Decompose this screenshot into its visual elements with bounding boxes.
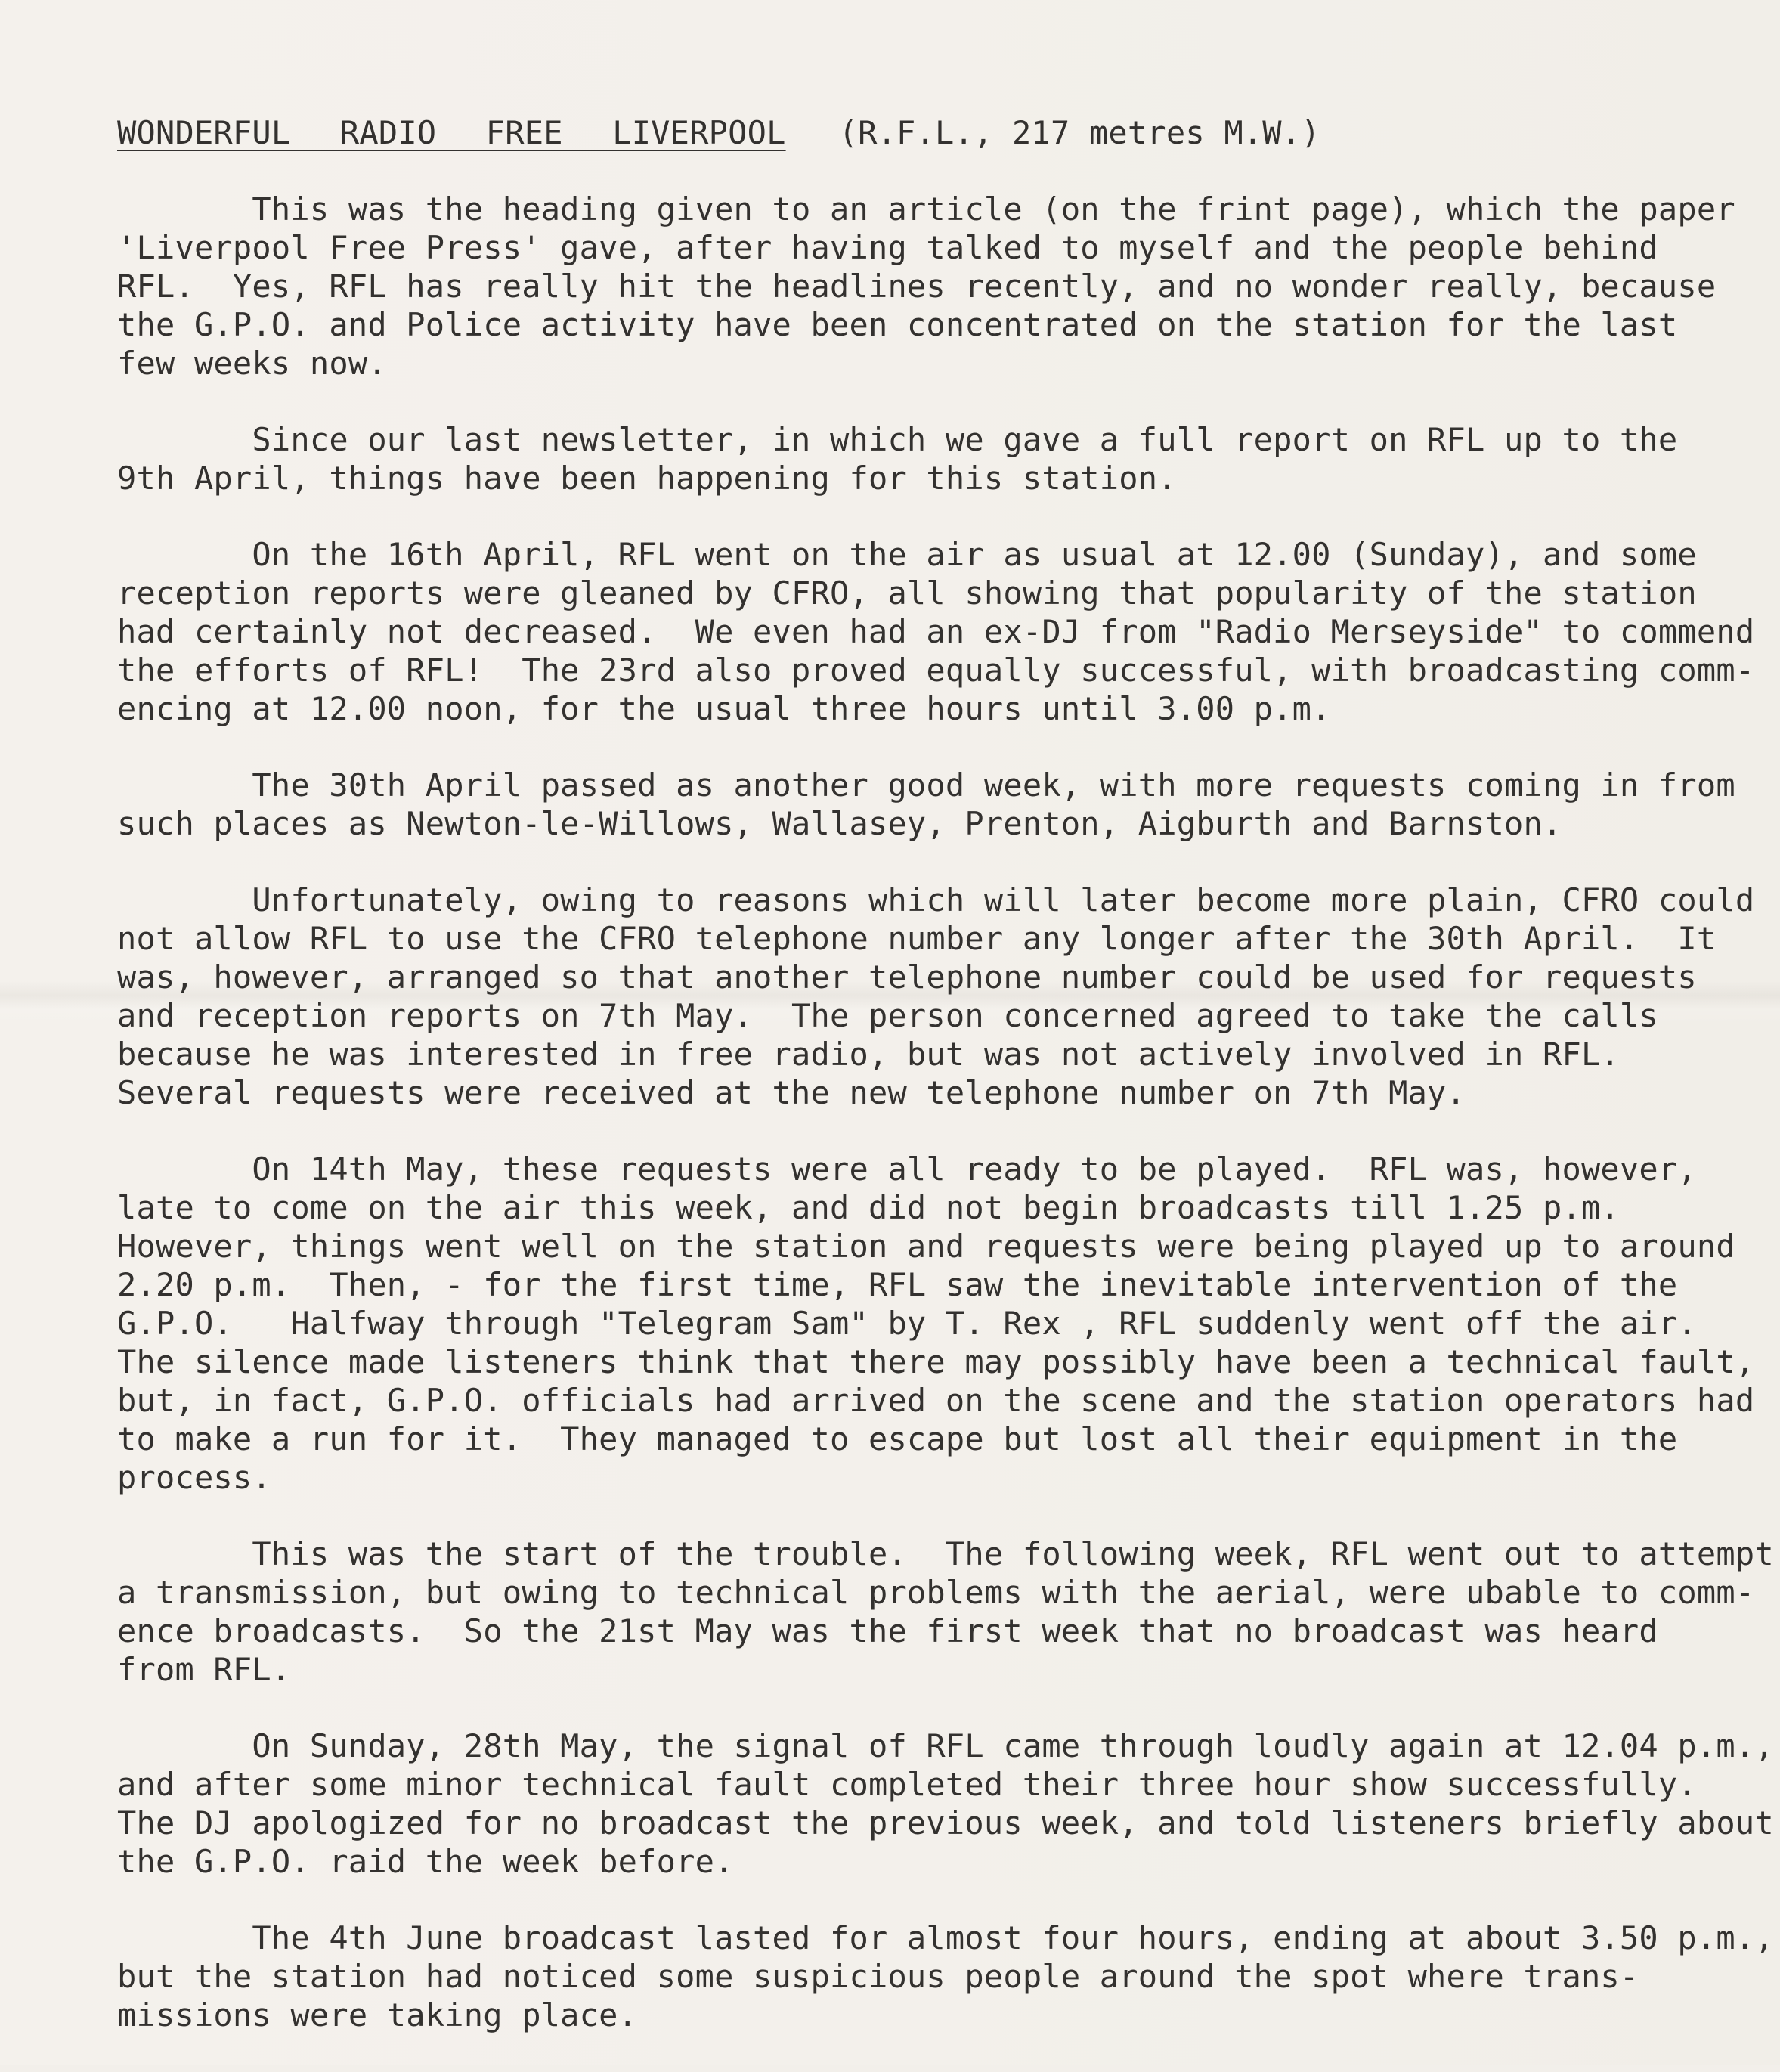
paragraph bbox=[117, 1919, 1774, 2034]
text-line: missions were taking place. bbox=[117, 1996, 638, 2033]
text-line: This was the start of the trouble. The following week, RFL went out to attempt bbox=[117, 1535, 1774, 1572]
text-line: On the 16th April, RFL went on the air as usual at 12.00 (Sunday), and some bbox=[117, 536, 1697, 573]
paragraph bbox=[117, 766, 1765, 843]
text-line: the G.P.O. and Police activity have been concentrated on the station for the last bbox=[117, 306, 1678, 343]
text-line: However, things went well on the station and requests were being played up to around bbox=[117, 1228, 1735, 1265]
text-line: a transmission, but owing to technical problems with the aerial, were ubable to comm- bbox=[117, 1574, 1755, 1611]
text-line: The 30th April passed as another good week, with more requests coming in from bbox=[117, 767, 1735, 804]
text-line: and after some minor technical fault completed their three hour show successfully. bbox=[117, 1766, 1697, 1803]
text-line: and reception reports on 7th May. The person concerned agreed to take the calls bbox=[117, 997, 1658, 1034]
document-subtitle: (R.F.L., 217 metres M.W.) bbox=[838, 114, 1320, 151]
text-line: late to come on the air this week, and did not begin broadcasts till 1.25 p.m. bbox=[117, 1189, 1620, 1226]
text-line: The 4th June broadcast lasted for almost four hours, ending at about 3.50 p.m., bbox=[117, 1919, 1774, 1956]
text-line: This was the heading given to an article (on the frint page), which the paper bbox=[117, 190, 1735, 228]
text-line: encing at 12.00 noon, for the usual three hours until 3.00 p.m. bbox=[117, 690, 1331, 727]
document-title: WONDERFUL RADIO FREE LIVERPOOL bbox=[117, 114, 786, 151]
text-line: the G.P.O. raid the week before. bbox=[117, 1843, 734, 1880]
text-line: RFL. Yes, RFL has really hit the headlines recently, and no wonder really, because bbox=[117, 268, 1717, 305]
paragraph-list bbox=[117, 190, 1774, 2034]
text-line: On Sunday, 28th May, the signal of RFL came through loudly again at 12.04 p.m., bbox=[117, 1727, 1774, 1764]
paragraph bbox=[117, 881, 1765, 1112]
text-line: The DJ apologized for no broadcast the previous week, and told listeners briefly about bbox=[117, 1804, 1774, 1841]
text-line: such places as Newton-le-Willows, Wallasey, Prenton, Aigburth and Barnston. bbox=[117, 805, 1562, 842]
document-body bbox=[117, 113, 1774, 2072]
paragraph bbox=[117, 1727, 1774, 1881]
text-line: Unfortunately, owing to reasons which will later become more plain, CFRO could bbox=[117, 881, 1755, 918]
text-line: because he was interested in free radio, but was not actively involved in RFL. bbox=[117, 1036, 1620, 1073]
heading-line bbox=[117, 113, 1765, 152]
text-line: few weeks now. bbox=[117, 345, 387, 382]
text-line: Several requests were received at the new telephone number on 7th May. bbox=[117, 1074, 1466, 1111]
text-line: from RFL. bbox=[117, 1651, 291, 1688]
text-line: Since our last newsletter, in which we gave a full report on RFL up to the bbox=[117, 421, 1678, 458]
paragraph bbox=[117, 1535, 1774, 1689]
text-line: but the station had noticed some suspicious people around the spot where trans- bbox=[117, 1958, 1639, 1995]
text-line: G.P.O. Halfway through "Telegram Sam" by T. Rex , RFL suddenly went off the air. bbox=[117, 1305, 1697, 1342]
text-line: but, in fact, G.P.O. officials had arrived on the scene and the station operators had bbox=[117, 1382, 1755, 1419]
text-line: had certainly not decreased. We even had an ex-DJ from "Radio Merseyside" to commend bbox=[117, 613, 1755, 650]
text-line: ence broadcasts. So the 21st May was the first week that no broadcast was heard bbox=[117, 1612, 1658, 1649]
paragraph bbox=[117, 535, 1765, 728]
text-line: On 14th May, these requests were all ready to be played. RFL was, however, bbox=[117, 1151, 1697, 1188]
text-line: was, however, arranged so that another telephone number could be used for requests bbox=[117, 959, 1697, 996]
paragraph bbox=[117, 1150, 1765, 1497]
paragraph bbox=[117, 190, 1765, 382]
text-line: the efforts of RFL! The 23rd also proved equally successful, with broadcasting comm- bbox=[117, 652, 1755, 689]
text-line: 9th April, things have been happening for this station. bbox=[117, 460, 1177, 497]
text-line: reception reports were gleaned by CFRO, all showing that popularity of the station bbox=[117, 575, 1697, 612]
text-line: 'Liverpool Free Press' gave, after having talked to myself and the people behind bbox=[117, 229, 1658, 266]
text-line: The silence made listeners think that there may possibly have been a technical fault, bbox=[117, 1343, 1755, 1380]
text-line: 2.20 p.m. Then, - for the first time, RFL saw the inevitable intervention of the bbox=[117, 1266, 1678, 1303]
text-line: not allow RFL to use the CFRO telephone number any longer after the 30th April. It bbox=[117, 920, 1717, 957]
text-line: process. bbox=[117, 1459, 271, 1496]
text-line: to make a run for it. They managed to escape but lost all their equipment in the bbox=[117, 1420, 1678, 1457]
paragraph bbox=[117, 420, 1765, 497]
